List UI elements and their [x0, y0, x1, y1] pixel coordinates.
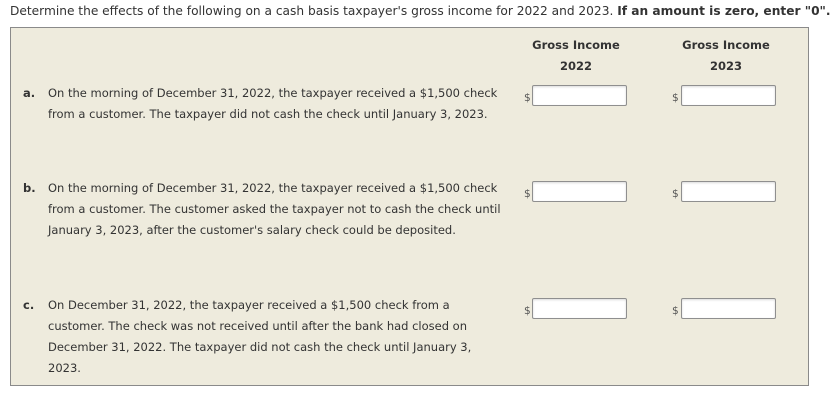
dollar-sign: $	[672, 92, 679, 104]
column-header-2022	[506, 35, 646, 77]
amount-input-a-2023[interactable]	[681, 85, 776, 106]
dollar-sign: $	[672, 188, 679, 200]
amount-input-b-2023[interactable]	[681, 181, 776, 202]
row-text-a: On the morning of December 31, 2022, the taxpayer received a $1,500 check from a customer. The taxpayer did not cash the check until January 3, 2023.	[48, 86, 498, 121]
question-panel	[10, 27, 809, 386]
row-letter-c: c.	[23, 298, 35, 312]
amount-input-a-2022[interactable]	[532, 85, 627, 106]
instructions-zero-note: If an amount is zero, enter "0".	[617, 4, 831, 18]
amount-input-c-2023[interactable]	[681, 298, 776, 319]
column-header-2023	[656, 35, 796, 77]
row-text-c: On December 31, 2022, the taxpayer received a $1,500 check from a customer. The check was not received until after the bank had closed on December 31, 2022. The taxpayer did not cash the check until January 3, 2023.	[48, 298, 472, 375]
dollar-sign: $	[524, 92, 531, 104]
dollar-sign: $	[672, 305, 679, 317]
dollar-sign: $	[524, 305, 531, 317]
dollar-sign: $	[524, 188, 531, 200]
column-header-year: 2022	[559, 59, 592, 73]
column-header-year: 2023	[709, 59, 742, 73]
instructions	[10, 4, 837, 19]
row-letter-b: b.	[23, 181, 36, 195]
amount-input-b-2022[interactable]	[532, 181, 627, 202]
column-header-label: Gross Income	[682, 38, 770, 52]
row-text-b: On the morning of December 31, 2022, the taxpayer received a $1,500 check from a customer. The customer asked the taxpayer not to cash the check until January 3, 2023, after the customer's salary check could be deposited.	[48, 181, 501, 237]
row-letter-a: a.	[23, 86, 36, 100]
column-header-label: Gross Income	[532, 38, 620, 52]
amount-input-c-2022[interactable]	[532, 298, 627, 319]
instructions-text: Determine the effects of the following on a cash basis taxpayer's gross income for 2022 and 2023.	[10, 4, 618, 18]
